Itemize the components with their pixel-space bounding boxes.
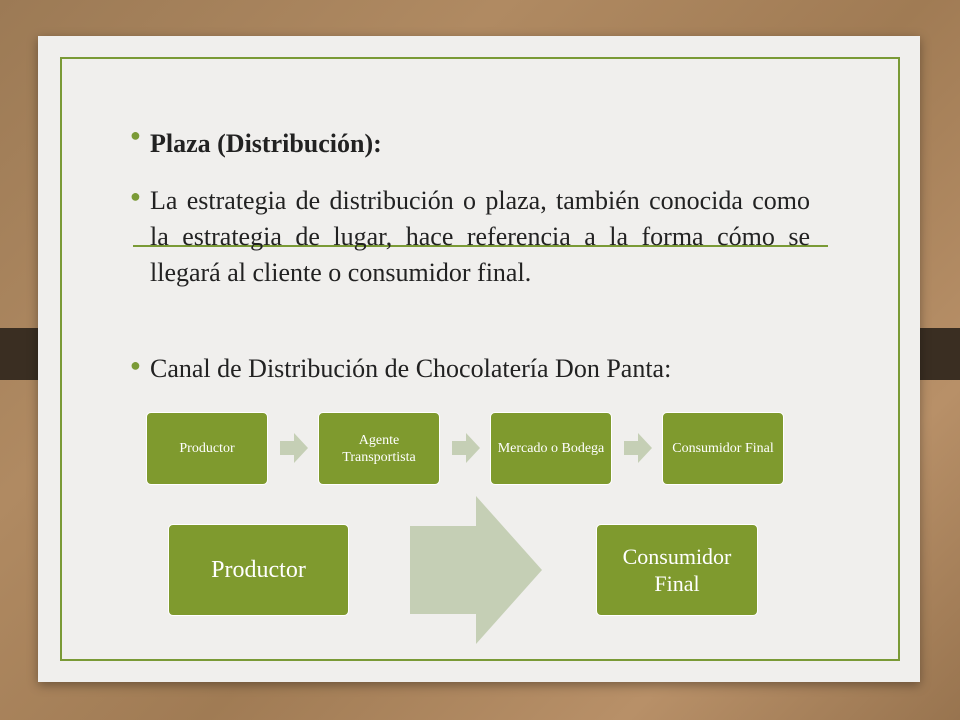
description-paragraph: La estrategia de distribución o plaza, también conocida como la estrategia de lugar, hace referencia a la forma cómo se llegará al cliente o consumidor final. (150, 186, 810, 287)
bullet-dot-icon: ● (130, 186, 141, 206)
direct-step-productor: Productor (168, 524, 349, 616)
bullet-dot-icon: ● (130, 355, 141, 375)
chevron-right-arrow-icon (452, 433, 480, 463)
chevron-right-arrow-icon (280, 433, 308, 463)
chain-step-consumidor: Consumidor Final (662, 412, 784, 485)
chain-step-productor: Productor (146, 412, 268, 485)
direct-step-consumidor: Consumidor Final (596, 524, 758, 616)
big-right-arrow-icon (410, 496, 542, 644)
channel-caption: Canal de Distribución de Chocolatería Don Panta: (150, 354, 672, 383)
chevron-right-arrow-icon (624, 433, 652, 463)
chain-step-mercado: Mercado o Bodega (490, 412, 612, 485)
section-heading: Plaza (Distribución): (150, 129, 382, 158)
bullet-dot-icon: ● (130, 125, 141, 145)
chain-step-agente: Agente Transportista (318, 412, 440, 485)
